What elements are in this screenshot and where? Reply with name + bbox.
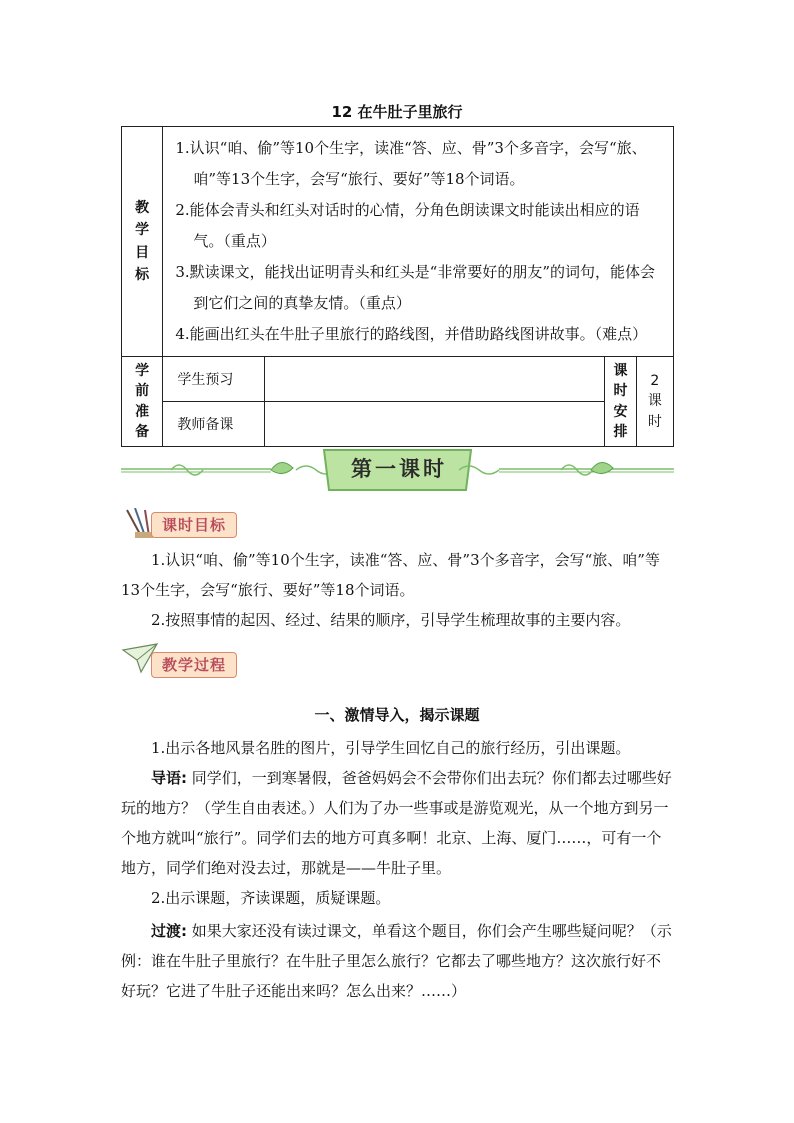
step-1: 1.出示各地风景名胜的图片，引导学生回忆自己的旅行经历，引出课题。	[151, 739, 631, 757]
schedule-label: 课 时 安 排	[605, 357, 636, 447]
intro-paragraph	[121, 763, 674, 883]
intro-text: 同学们，一到寒暑假，爸爸妈妈会不会带你们出去玩？你们都去过哪些好玩的地方？（学生自由表述。）人们为了办一些事或是游览观光，从一个地方到另一个地方就叫“旅行”。同学们去的地方可真多啊！北京、上海、厦门……，可有一个地方，同学们绝对没去过，那就是——牛肚子里。	[121, 769, 672, 877]
page-title: 12 在牛肚子里旅行	[331, 103, 463, 121]
goal-item: 2.能体会青头和红头对话时的心情，分角色朗读课文时能读出相应的语气。（重点）	[175, 201, 640, 250]
goal-item: 4.能画出红头在牛肚子里旅行的路线图，并借助路线图讲故事。（难点）	[175, 325, 648, 343]
lesson-info-table	[121, 126, 674, 447]
teaching-goals	[163, 127, 674, 357]
student-prep-value	[265, 357, 605, 402]
lesson-goal-2: 2.按照事情的起因、经过、结果的顺序，引导学生梳理故事的主要内容。	[151, 611, 631, 629]
schedule-value: 2 课 时	[636, 357, 673, 447]
banner-title: 第一课时	[351, 457, 447, 481]
transition-paragraph	[121, 916, 674, 1006]
goal-item: 1.认识“咱、偷”等10个生字，读准“答、应、骨”3个多音字，会写“旅、咱”等13个生字，会写“旅行、要好”等18个词语。	[175, 139, 647, 188]
goals-label: 教 学 目 标	[122, 127, 163, 357]
student-prep-label: 学生预习	[163, 357, 265, 402]
step-2: 2.出示课题，齐读课题，质疑课题。	[151, 889, 391, 907]
transition-text: 如果大家还没有读过课文，单看这个题目，你们会产生哪些疑问呢？（示例：谁在牛肚子里旅行？在牛肚子里怎么旅行？它都去了哪些地方？这次旅行好不好玩？它进了牛肚子还能出来吗？怎么出来？……）	[121, 922, 672, 1000]
goal-item: 3.默读课文，能找出证明青头和红头是“非常要好的朋友”的词句，能体会到它们之间的真挚友情。（重点）	[175, 263, 656, 312]
teacher-prep-value	[265, 402, 605, 447]
transition-lead: 过渡:	[151, 922, 187, 940]
lesson-goals-tag: 课时目标	[121, 508, 271, 540]
section-heading: 一、激情导入，揭示课题	[314, 706, 480, 724]
lesson-goal-1: 1.认识“咱、偷”等10个生字，读准“答、应、骨”3个多音字，会写“旅、咱”等13个生字，会写“旅行、要好”等18个词语。	[121, 551, 660, 599]
intro-lead: 导语:	[151, 769, 187, 787]
prep-label: 学 前 准 备	[122, 357, 163, 447]
lesson-banner	[121, 446, 674, 494]
teacher-prep-label: 教师备课	[163, 402, 265, 447]
teaching-process-tag: 教学过程	[121, 648, 271, 680]
